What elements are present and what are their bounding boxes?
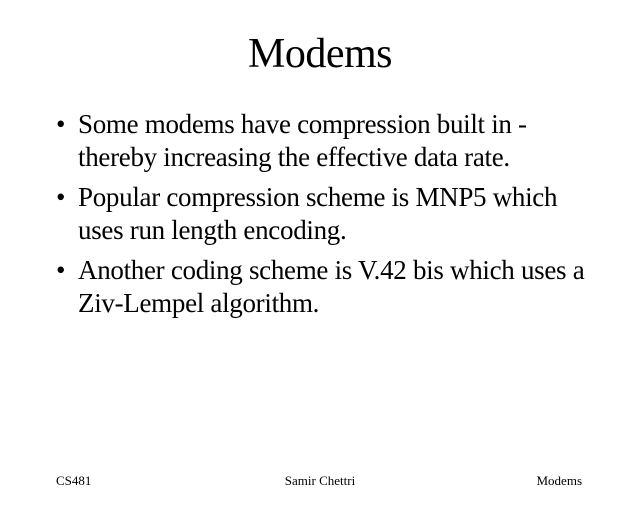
bullet-text: Popular compression scheme is MNP5 which uses run length encoding. [78,182,558,245]
slide-title: Modems [248,31,392,77]
bullet-text: Some modems have compression built in - thereby increasing the effective data rate. [78,109,527,172]
bullet-item [56,254,596,320]
bullet-list [56,108,596,327]
bullet-item [56,108,596,174]
footer-author: Samir Chettri [284,473,356,488]
footer-course: CS481 [56,473,92,488]
bullet-text: Another coding scheme is V.42 bis which uses a Ziv-Lempel algorithm. [78,255,585,318]
bullet-item [56,181,596,247]
footer-topic: Modems [536,473,582,488]
bullet-icon: • [56,255,66,285]
bullet-icon: • [56,109,66,139]
bullet-icon: • [56,182,66,212]
